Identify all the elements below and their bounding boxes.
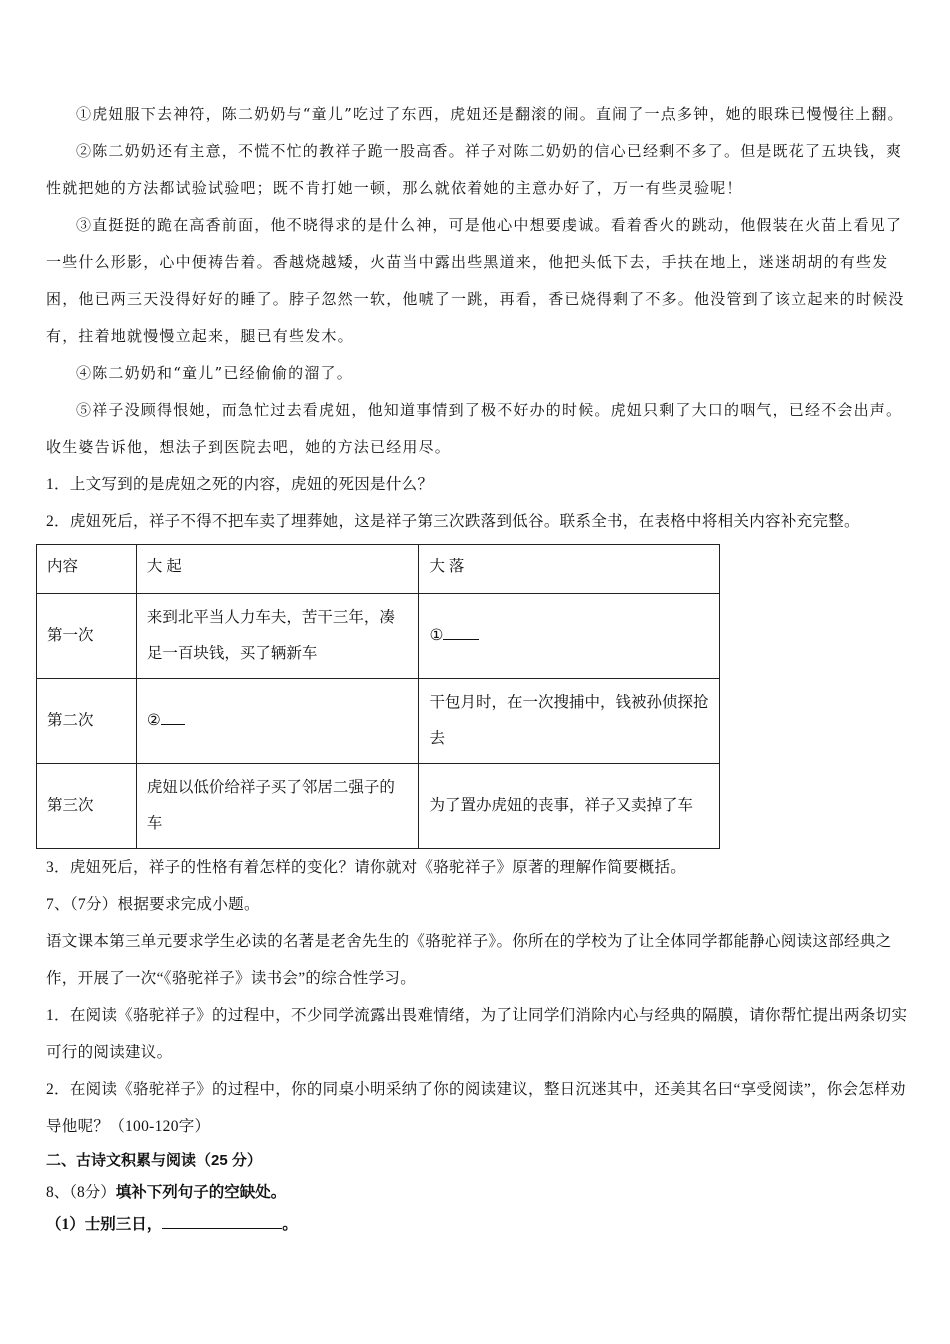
table-header-cell: 大 起 <box>136 545 419 594</box>
section-2-title: 二、古诗文积累与阅读（25 分） <box>46 1152 262 1169</box>
document-page <box>46 96 912 1241</box>
table-row-label: 第二次 <box>37 679 137 764</box>
passage-paragraph-1: ①虎妞服下去神符，陈二奶奶与“童儿”吃过了东西，虎妞还是翻滚的闹。直闹了一点多钟，她的眼珠已慢慢往上翻。 <box>76 105 904 123</box>
question-8-item-1-prefix: （1）士别三日， <box>46 1216 163 1233</box>
answer-blank[interactable] <box>161 712 185 725</box>
blank-marker: ① <box>429 627 444 644</box>
passage-paragraph-2: ②陈二奶奶还有主意，不慌不忙的教祥子跪一股高香。祥子对陈二奶奶的信心已经剩不多了。但是既花了五块钱，爽性就把她的方法都试验试验吧；既不肯打她一顿，那么就依着她的主意办好了，万一有些灵验呢！ <box>46 142 903 197</box>
table-header-cell: 大 落 <box>419 545 720 594</box>
table-row <box>37 764 720 849</box>
passage-paragraph-5: ⑤祥子没顾得恨她，而急忙过去看虎妞，他知道事情到了极不好办的时候。虎妞只剩了大口的咽气，已经不会出声。收生婆告诉他，想法子到医院去吧，她的方法已经用尽。 <box>46 401 903 456</box>
table-row <box>37 594 720 679</box>
passage-paragraph-4: ④陈二奶奶和“童儿”已经偷偷的溜了。 <box>76 364 353 382</box>
table-cell-rise: 虎妞以低价给祥子买了邻居二强子的车 <box>136 764 419 849</box>
table-row-label: 第一次 <box>37 594 137 679</box>
question-8-heading <box>46 1177 912 1209</box>
question-7-intro: 语文课本第三单元要求学生必读的名著是老舍先生的《骆驼祥子》。你所在的学校为了让全体同学都能静心阅读这部经典之作，开展了一次“《骆驼祥子》读书会”的综合性学习。 <box>46 933 892 987</box>
question-8-item-1 <box>46 1209 912 1241</box>
table-cell-rise: 来到北平当人力车夫，苦干三年，凑足一百块钱，买了辆新车 <box>136 594 419 679</box>
question-7-sub-2: 2．在阅读《骆驼祥子》的过程中，你的同桌小明采纳了你的阅读建议，整日沉迷其中，还美其名曰“享受阅读”，你会怎样劝导他呢？（100-120字） <box>46 1081 906 1135</box>
table-row-label: 第三次 <box>37 764 137 849</box>
question-7-heading: 7、（7分）根据要求完成小题。 <box>46 896 260 913</box>
question-8-item-1-suffix: 。 <box>282 1216 298 1233</box>
table-header-cell: 内容 <box>37 545 137 594</box>
table-cell-fall-blank[interactable] <box>419 594 720 679</box>
rise-fall-table <box>36 544 720 849</box>
passage-paragraph-3: ③直挺挺的跪在高香前面，他不晓得求的是什么神，可是他心中想要虔诚。看着香火的跳动，他假装在火苗上看见了一些什么形影，心中便祷告着。香越烧越矮，火苗当中露出些黑道来，他把头低下去，手扶在地上，迷迷胡胡的有些发困，他已两三天没得好好的睡了。脖子忽然一软，他唬了一跳，再看，香已烧得剩了不多。他没管到了该立起来的时候没有，拄着地就慢慢立起来，腿已有些发木。 <box>46 216 905 345</box>
answer-blank[interactable] <box>443 627 479 640</box>
answer-blank[interactable] <box>162 1214 282 1229</box>
question-8-number: 8、（8分） <box>46 1184 116 1201</box>
question-1: 1．上文写到的是虎妞之死的内容，虎妞的死因是什么？ <box>46 476 434 493</box>
question-3: 3．虎妞死后，祥子的性格有着怎样的变化？请你就对《骆驼祥子》原著的理解作简要概括。 <box>46 859 687 876</box>
table-row <box>37 679 720 764</box>
table-cell-fall: 为了置办虎妞的丧事，祥子又卖掉了车 <box>419 764 720 849</box>
question-7-sub-1: 1．在阅读《骆驼祥子》的过程中，不少同学流露出畏难情绪，为了让同学们消除内心与经典的隔膜，请你帮忙提出两条切实可行的阅读建议。 <box>46 1007 908 1061</box>
question-8-instruction: 填补下列句子的空缺处。 <box>115 1184 287 1201</box>
table-cell-fall: 干包月时，在一次搜捕中，钱被孙侦探抢去 <box>419 679 720 764</box>
table-header-row <box>37 545 720 594</box>
table-cell-rise-blank[interactable] <box>136 679 419 764</box>
question-2: 2．虎妞死后，祥子不得不把车卖了埋葬她，这是祥子第三次跌落到低谷。联系全书，在表格中将相关内容补充完整。 <box>46 513 860 530</box>
blank-marker: ② <box>146 712 161 729</box>
